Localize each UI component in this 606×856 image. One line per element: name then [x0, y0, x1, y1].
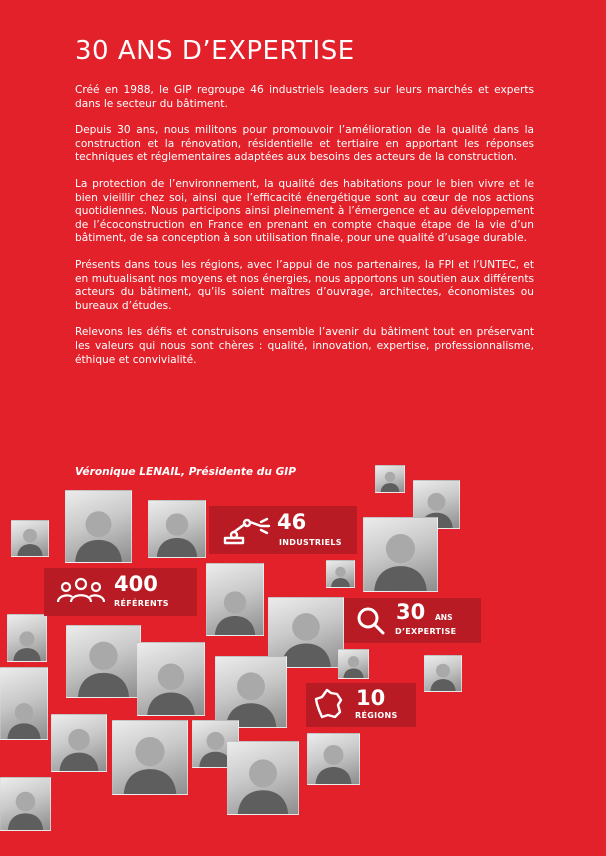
member-photo	[66, 625, 141, 698]
member-photo	[112, 720, 188, 795]
member-photo	[206, 563, 264, 636]
person-silhouette-icon	[113, 721, 187, 794]
people-group-icon	[56, 576, 106, 606]
member-photo	[227, 741, 299, 815]
paragraph: Depuis 30 ans, nous militons pour promouvoir l’amélioration de la qualité dans la construction et la rénovation, résidentielle et tertiaire en apportant les réponses techniques et réglementaires adaptées aux besoins des acteurs de la construction.	[75, 124, 534, 164]
person-silhouette-icon	[12, 521, 48, 556]
page-title: 30 ANS D’EXPERTISE	[75, 36, 355, 66]
member-photo	[7, 614, 47, 662]
stat-label: RÉGIONS	[355, 711, 398, 720]
stat-number: 46	[277, 510, 307, 534]
paragraph: Relevons les défis et construisons ensemble l’avenir du bâtiment tout en préservant les valeurs qui nous sont chères : qualité, innovation, expertise, professionnalisme, éthique et convivialité.	[75, 326, 534, 366]
person-silhouette-icon	[364, 518, 437, 591]
person-silhouette-icon	[1, 778, 50, 830]
person-silhouette-icon	[67, 626, 140, 697]
member-photo	[65, 490, 132, 563]
person-silhouette-icon	[339, 650, 368, 678]
person-silhouette-icon	[327, 561, 354, 587]
stat-number: 400	[114, 572, 158, 596]
stat-label: D’EXPERTISE	[395, 627, 457, 636]
stat-expertise	[344, 598, 481, 643]
person-silhouette-icon	[308, 734, 359, 784]
person-silhouette-icon	[149, 501, 205, 557]
person-silhouette-icon	[425, 656, 461, 691]
intro-text	[75, 84, 534, 380]
stat-number: 30	[396, 600, 426, 624]
stat-number: 10	[356, 686, 386, 710]
person-silhouette-icon	[1, 668, 47, 739]
member-photo	[0, 777, 51, 831]
paragraph: Créé en 1988, le GIP regroupe 46 industriels leaders sur leurs marchés et experts dans le secteur du bâtiment.	[75, 84, 534, 110]
member-photo	[11, 520, 49, 557]
member-photo	[307, 733, 360, 785]
person-silhouette-icon	[207, 564, 263, 635]
person-silhouette-icon	[8, 615, 46, 661]
person-silhouette-icon	[228, 742, 298, 814]
stat-label: INDUSTRIELS	[279, 538, 342, 547]
member-photo	[326, 560, 355, 588]
paragraph: Présents dans tous les régions, avec l’appui de nos partenaires, la FPI et l’UNTEC, et en mutualisant nos moyens et nos énergies, nous apportons un soutien aux différents acteurs du bâtiment, qu’ils soient maîtres d’ouvrage, architectes, économistes ou bureaux d’études.	[75, 258, 534, 312]
magnifier-icon	[354, 605, 388, 637]
member-photo	[137, 642, 205, 716]
member-photo	[375, 465, 405, 493]
person-silhouette-icon	[376, 466, 404, 492]
paragraph: La protection de l’environnement, la qualité des habitations pour le bien vivre et le bien vieillir chez soi, ainsi que l’efficacité énergétique sont au cœur de nos actions quotidiennes. Nous participons ainsi pleinement à l’émergence et au développement de l’écoconstruction en France en prenant en compte chaque étape de la vie d’un bâtiment, de sa conception à son utilisation finale, pour une qualité d’usage durable.	[75, 177, 534, 245]
member-photo	[424, 655, 462, 692]
signature: Véronique LENAIL, Présidente du GIP	[75, 466, 296, 478]
person-silhouette-icon	[138, 643, 204, 715]
stat-referents	[44, 568, 197, 616]
stat-regions	[306, 683, 416, 727]
stat-label: RÉFÉRENTS	[114, 599, 169, 608]
person-silhouette-icon	[216, 657, 286, 727]
robot-arm-icon	[221, 514, 273, 546]
member-photo	[363, 517, 438, 592]
member-photo	[215, 656, 287, 728]
person-silhouette-icon	[52, 715, 106, 771]
member-photo	[338, 649, 369, 679]
person-silhouette-icon	[66, 491, 131, 562]
stat-industriels	[209, 506, 357, 554]
member-photo	[148, 500, 206, 558]
stat-unit: ANS	[435, 613, 453, 622]
member-photo	[51, 714, 107, 772]
member-photo	[0, 667, 48, 740]
france-map-icon	[314, 688, 344, 720]
